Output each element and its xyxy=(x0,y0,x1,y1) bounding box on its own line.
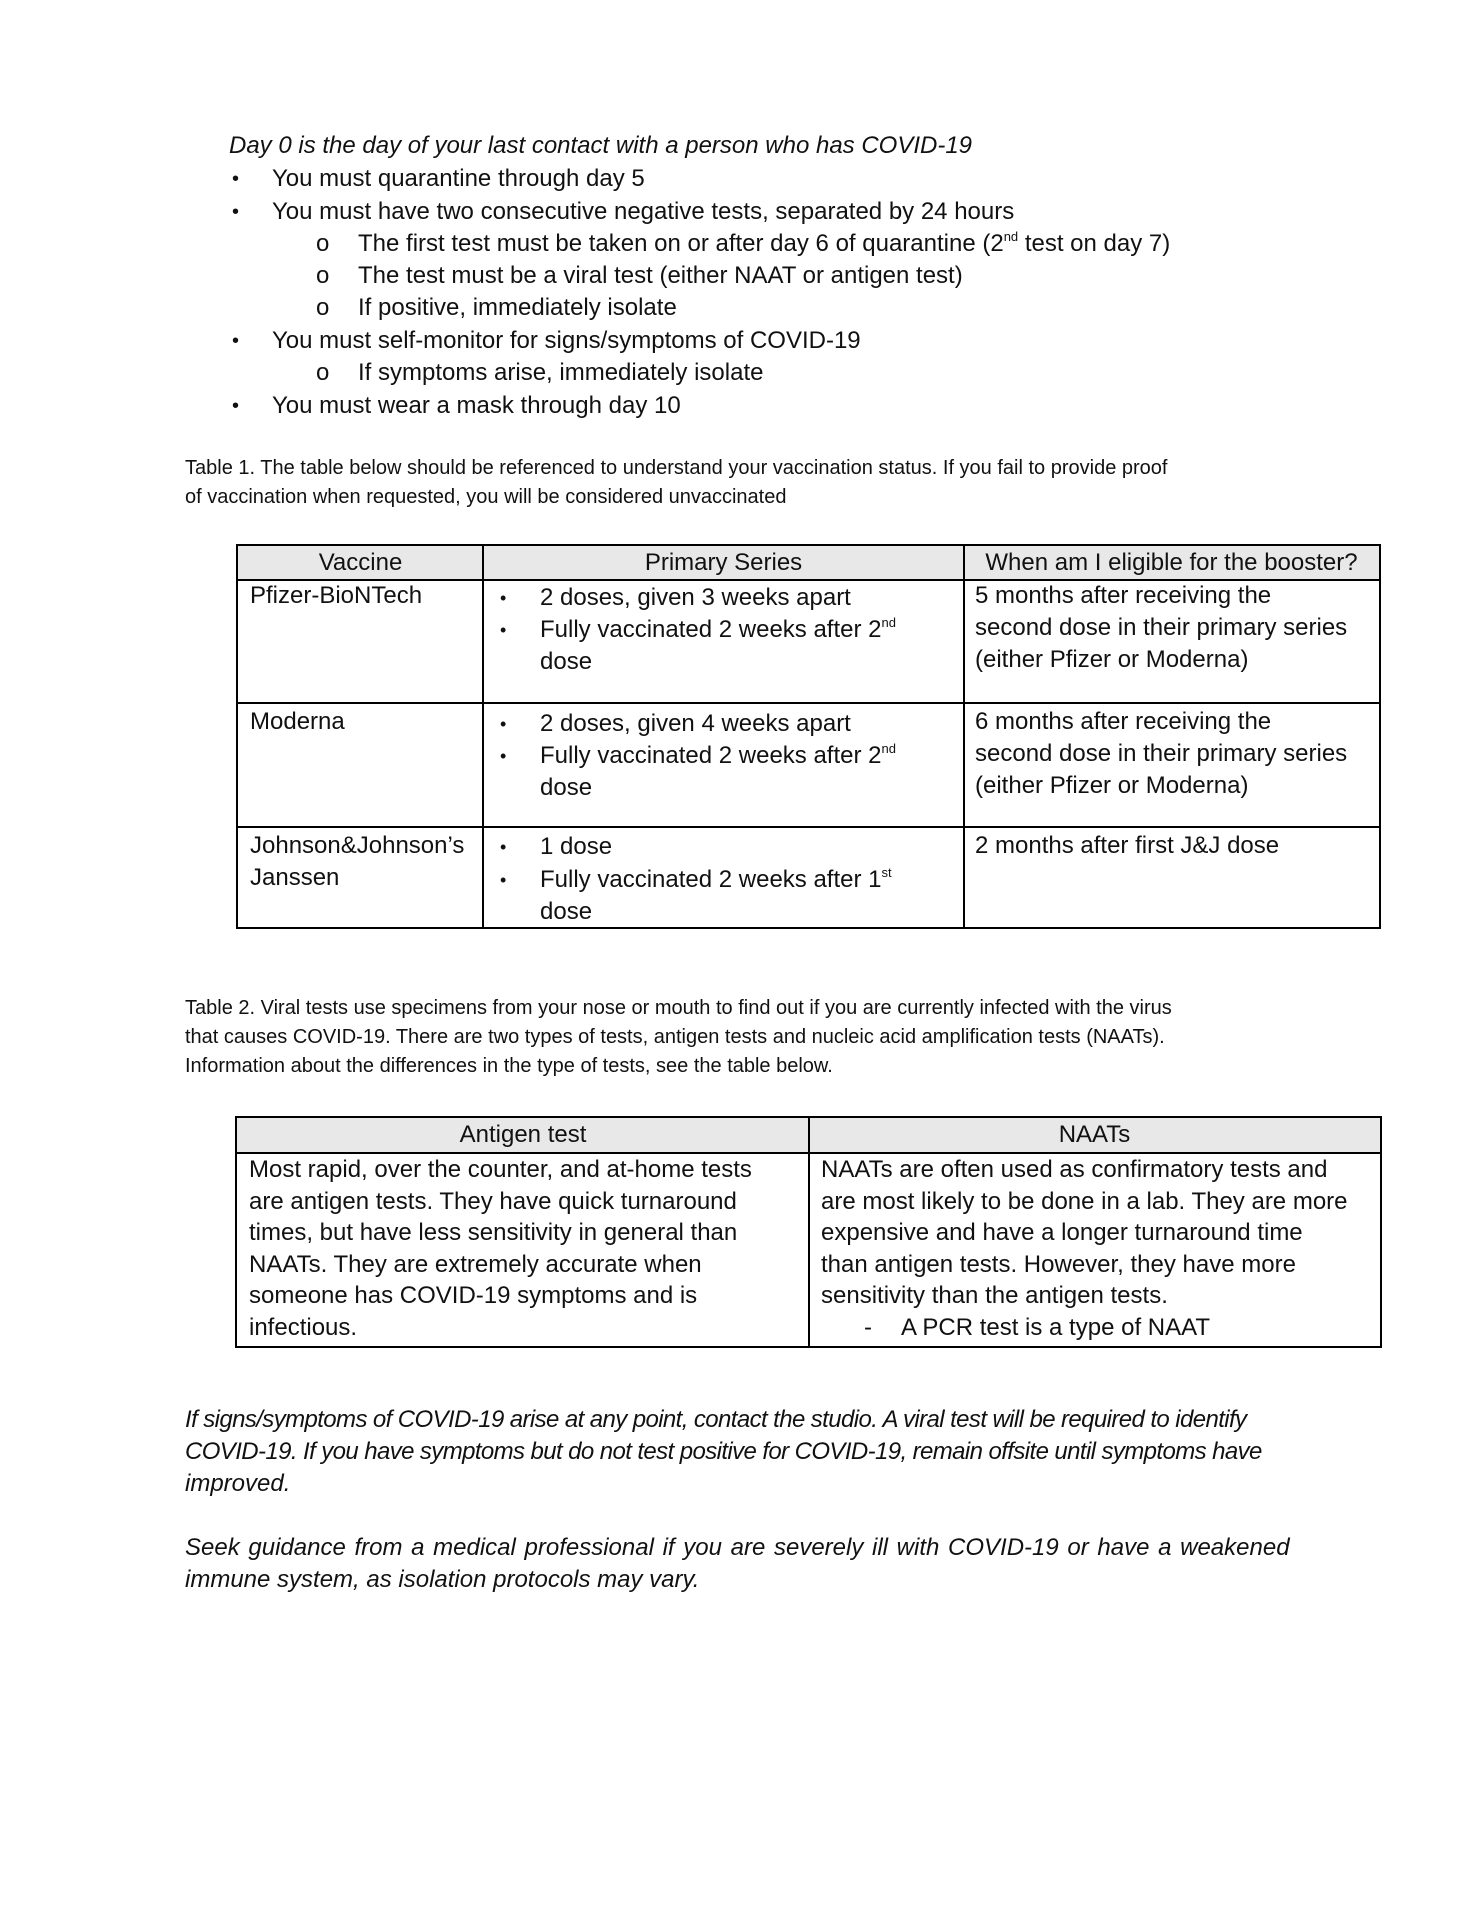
vaccine-name: Pfizer-BioNTech xyxy=(250,582,423,609)
list-item: The test must be a viral test (either NAAT or antigen test) xyxy=(358,262,963,289)
table1-caption-line: of vaccination when requested, you will be considered unvaccinated xyxy=(185,486,787,508)
vaccine-table: Vaccine Primary Series When am I eligible for the booster? Pfizer-BioNTech • 2 doses, given 3 weeks apart • Fully vaccinated 2 weeks after 2nd dose 5 months after receiving the second dose in their primary series (either Pfizer or Moderna) Moderna • 2 doses, given 4 weeks apart • Fully vaccinated 2 weeks after 2nd dose 6 months after receiving the second dose in their primary series (either Pfizer or Moderna) Johnson&Johnson’s Janssen • 1 dose • Fully vaccinated 2 weeks after 1st dose 2 months after first J&J dose xyxy=(236,544,1381,929)
bullet-icon: • xyxy=(232,201,240,223)
sub-bullet-icon: o xyxy=(316,294,330,321)
dash-bullet-icon: - xyxy=(864,1313,872,1341)
sub-bullet-icon: o xyxy=(316,359,330,386)
list-item: You must self-monitor for signs/symptoms of COVID-19 xyxy=(272,327,861,354)
list-item: The first test must be taken on or after day 6 of quarantine (2nd test on day 7) xyxy=(358,229,1171,257)
list-item: If positive, immediately isolate xyxy=(358,294,677,321)
table1-caption-line: Table 1. The table below should be referenced to understand your vaccination status. If you fail to provide proof xyxy=(185,457,1168,479)
bullet-icon: • xyxy=(232,330,240,352)
bullet-icon: • xyxy=(500,714,507,734)
booster-text: 6 months after receiving the xyxy=(975,708,1272,735)
vaccine-name: Johnson&Johnson’s xyxy=(250,832,465,859)
header-vaccine: Vaccine xyxy=(318,549,403,576)
sub-bullet-icon: o xyxy=(316,230,330,257)
bullet-icon: • xyxy=(232,168,240,190)
vaccine-name: Moderna xyxy=(250,708,345,735)
header-booster-eligibility: When am I eligible for the booster? xyxy=(985,549,1358,576)
header-primary-series: Primary Series xyxy=(644,549,803,576)
bullet-icon: • xyxy=(500,620,507,640)
header-naats: NAATs xyxy=(1058,1121,1131,1148)
bullet-icon: • xyxy=(500,588,507,608)
booster-text: 2 months after first J&J dose xyxy=(975,832,1280,859)
naat-subitem: A PCR test is a type of NAAT xyxy=(901,1313,1210,1341)
list-item: If symptoms arise, immediately isolate xyxy=(358,359,764,386)
quarantine-intro: Day 0 is the day of your last contact with a person who has COVID-19 xyxy=(229,132,973,159)
sub-bullet-icon: o xyxy=(316,262,330,289)
list-item: You must wear a mask through day 10 xyxy=(272,392,681,419)
test-types-table: Antigen test NAATs Most rapid, over the counter, and at-home tests are antigen tests. They have quick turnaround times, but have less sensitivity in general than NAATs. They are extremely accurate when someone has COVID-19 symptoms and is infectious. NAATs are often used as confirmatory tests and are most likely to be done in a lab. They are more expensive and have a longer turnaround time than antigen tests. However, they have more sensitivity than the antigen tests. - A PCR test is a type of NAAT xyxy=(235,1116,1382,1348)
bullet-icon: • xyxy=(500,746,507,766)
bullet-icon: • xyxy=(232,395,240,417)
table2-caption-line: Information about the differences in the type of tests, see the table below. xyxy=(185,1055,833,1077)
table2-caption-line: that causes COVID-19. There are two types of tests, antigen tests and nucleic acid amplification tests (NAATs). xyxy=(185,1026,1165,1048)
table2-caption-line: Table 2. Viral tests use specimens from your nose or mouth to find out if you are currently infected with the virus xyxy=(185,997,1172,1019)
bullet-icon: • xyxy=(500,870,507,890)
header-antigen-test: Antigen test xyxy=(459,1121,587,1148)
list-item: You must quarantine through day 5 xyxy=(272,165,645,192)
booster-text: 5 months after receiving the xyxy=(975,582,1272,609)
bullet-icon: • xyxy=(500,837,507,857)
list-item: You must have two consecutive negative tests, separated by 24 hours xyxy=(272,198,1015,225)
table-header-row xyxy=(238,546,1379,581)
